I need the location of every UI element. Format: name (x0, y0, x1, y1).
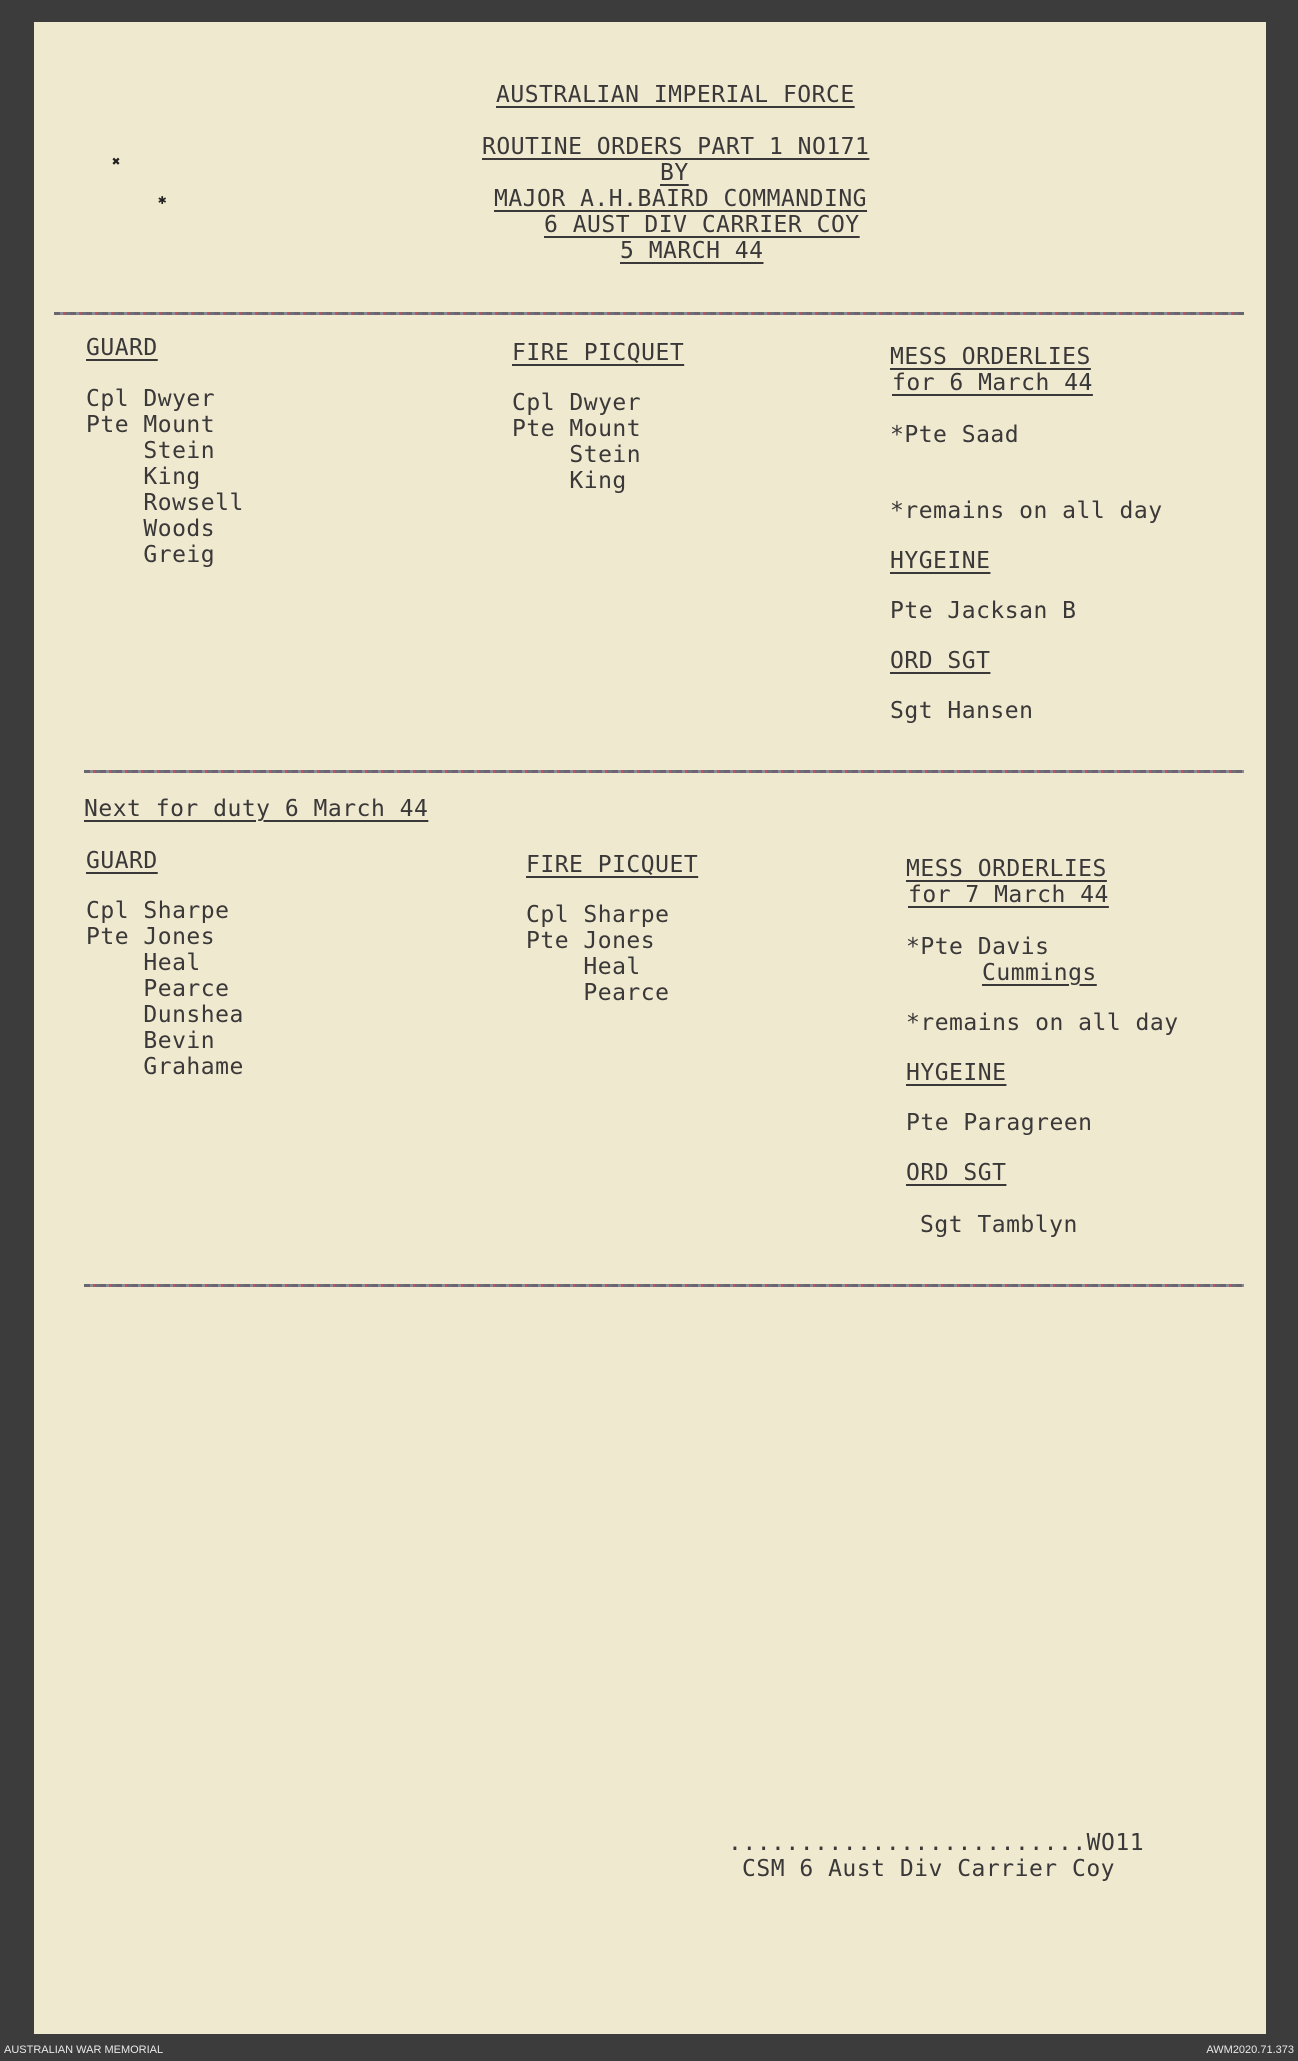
divider-rule (84, 770, 1244, 773)
list-item: Stein (512, 442, 642, 468)
ord-sgt-entry: Sgt Hansen (890, 698, 1034, 724)
list-item: Heal (526, 954, 641, 980)
credit-right: AWM2020.71.373 (1206, 2044, 1294, 2056)
list-item: Grahame (86, 1054, 244, 1080)
staple-mark-icon: ✱ (158, 192, 167, 208)
document-sheet (34, 22, 1266, 2034)
mess-orderlies-date: for 6 March 44 (892, 370, 1093, 396)
ord-sgt-title: ORD SGT (906, 1160, 1007, 1186)
list-item: Bevin (86, 1028, 216, 1054)
mess-orderly-entry: *Pte Davis (906, 934, 1050, 960)
header-line-6: 5 MARCH 44 (620, 238, 764, 264)
list-item: Dunshea (86, 1002, 244, 1028)
hygiene-entry: Pte Jacksan B (890, 598, 1077, 624)
footer-bar (0, 2036, 1298, 2061)
hygiene-entry: Pte Paragreen (906, 1110, 1093, 1136)
list-item: Pte Jones (86, 924, 216, 950)
mess-orderlies-title: MESS ORDERLIES (906, 856, 1107, 882)
list-item: Woods (86, 516, 216, 542)
header-line-2: ROUTINE ORDERS PART 1 NO171 (482, 134, 870, 160)
list-item: Rowsell (86, 490, 244, 516)
list-item: King (512, 468, 627, 494)
list-item: Cpl Dwyer (512, 390, 642, 416)
list-item: King (86, 464, 201, 490)
remains-note: *remains on all day (906, 1010, 1179, 1036)
ord-sgt-title: ORD SGT (890, 648, 991, 674)
fire-picquet-title: FIRE PICQUET (526, 852, 699, 878)
list-item: Stein (86, 438, 216, 464)
guard-title: GUARD (86, 848, 158, 874)
list-item: Pte Mount (512, 416, 642, 442)
guard-title: GUARD (86, 335, 158, 361)
mess-orderly-entry: *Pte Saad (890, 422, 1020, 448)
mess-orderly-entry: Cummings (982, 960, 1097, 986)
signature-dots: .........................WO11 (728, 1830, 1145, 1856)
staple-mark-icon: ✖ (112, 154, 121, 170)
signature-title: CSM 6 Aust Div Carrier Coy (742, 1856, 1116, 1882)
divider-rule (54, 312, 1244, 315)
remains-note: *remains on all day (890, 498, 1163, 524)
ord-sgt-entry: Sgt Tamblyn (920, 1212, 1078, 1238)
header-line-1: AUSTRALIAN IMPERIAL FORCE (496, 82, 855, 108)
divider-rule (84, 1284, 1244, 1287)
header-line-4: MAJOR A.H.BAIRD COMMANDING (494, 186, 868, 212)
credit-left: AUSTRALIAN WAR MEMORIAL (4, 2044, 164, 2056)
fire-picquet-title: FIRE PICQUET (512, 340, 685, 366)
list-item: Greig (86, 542, 216, 568)
list-item: Pte Jones (526, 928, 656, 954)
next-duty-heading: Next for duty 6 March 44 (84, 796, 429, 822)
header-line-5: 6 AUST DIV CARRIER COY (544, 212, 860, 238)
list-item: Heal (86, 950, 201, 976)
list-item: Cpl Sharpe (86, 898, 230, 924)
header-line-3: BY (660, 160, 689, 186)
hygiene-title: HYGEINE (906, 1060, 1007, 1086)
list-item: Cpl Dwyer (86, 386, 216, 412)
mess-orderlies-title: MESS ORDERLIES (890, 344, 1091, 370)
list-item: Cpl Sharpe (526, 902, 670, 928)
list-item: Pearce (86, 976, 230, 1002)
mess-orderlies-date: for 7 March 44 (908, 882, 1109, 908)
hygiene-title: HYGEINE (890, 548, 991, 574)
list-item: Pearce (526, 980, 670, 1006)
list-item: Pte Mount (86, 412, 216, 438)
